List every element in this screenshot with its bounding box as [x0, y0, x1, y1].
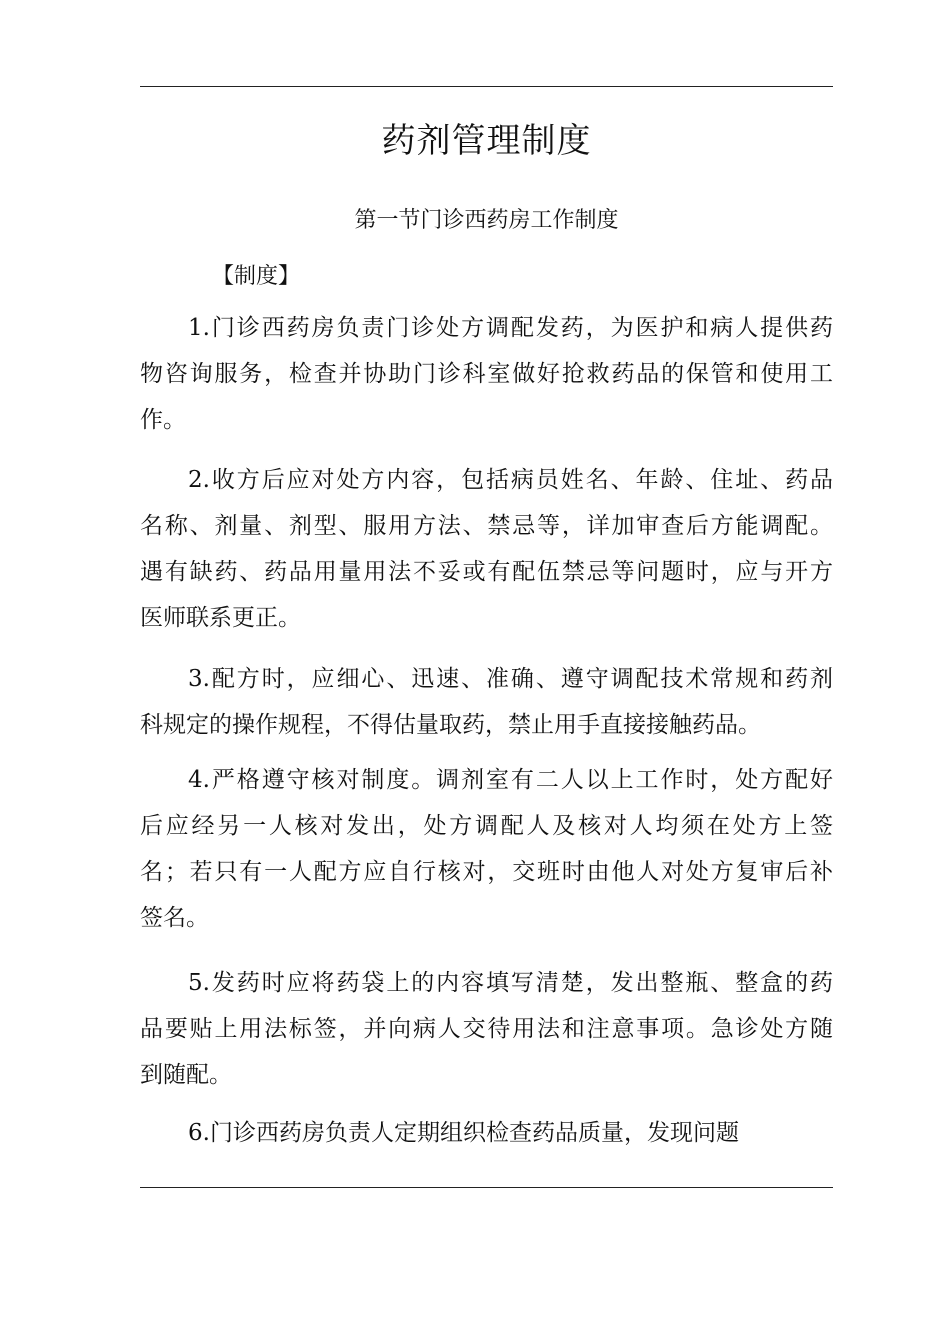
paragraph-5	[140, 960, 833, 1098]
paragraph-2	[140, 457, 833, 641]
paragraph-3	[140, 656, 833, 748]
header-rule	[140, 86, 833, 87]
paragraph-line: 4.严格遵守核对制度。调剂室有二人以上工作时，处方配好	[188, 767, 833, 793]
footer-rule	[140, 1187, 833, 1188]
paragraph-line: 3.配方时，应细心、迅速、准确、遵守调配技术常规和药剂	[188, 666, 833, 692]
paragraph-6	[140, 1110, 833, 1156]
paragraph-line: 科规定的操作规程，不得估量取药，禁止用手直接接触药品。	[140, 712, 761, 738]
section-label: 【制度】	[212, 264, 301, 289]
paragraph-line: 作。	[140, 407, 186, 433]
section-heading: 第一节门诊西药房工作制度	[354, 208, 619, 233]
paragraph-line: 1.门诊西药房负责门诊处方调配发药，为医护和病人提供药	[188, 315, 833, 341]
paragraph-line: 签名。	[140, 905, 209, 931]
document-title: 药剂管理制度	[381, 121, 592, 161]
paragraph-line: 名；若只有一人配方应自行核对，交班时由他人对处方复审后补	[140, 859, 833, 885]
paragraph-line: 5.发药时应将药袋上的内容填写清楚，发出整瓶、整盒的药	[188, 970, 833, 996]
paragraph-line: 后应经另一人核对发出，处方调配人及核对人均须在处方上签	[140, 813, 833, 839]
paragraph-line: 品要贴上用法标签，并向病人交待用法和注意事项。急诊处方随	[140, 1016, 833, 1042]
paragraph-line: 物咨询服务，检查并协助门诊科室做好抢救药品的保管和使用工	[140, 361, 833, 387]
paragraph-line: 到随配。	[140, 1062, 232, 1088]
paragraph-line: 医师联系更正。	[140, 605, 301, 631]
paragraph-1	[140, 305, 833, 443]
paragraph-line: 2.收方后应对处方内容，包括病员姓名、年龄、住址、药品	[188, 467, 833, 493]
paragraph-line: 名称、剂量、剂型、服用方法、禁忌等，详加审查后方能调配。	[140, 513, 833, 539]
paragraph-line: 6.门诊西药房负责人定期组织检查药品质量，发现问题	[188, 1120, 739, 1146]
paragraph-4	[140, 757, 833, 941]
paragraph-line: 遇有缺药、药品用量用法不妥或有配伍禁忌等问题时，应与开方	[140, 559, 833, 585]
